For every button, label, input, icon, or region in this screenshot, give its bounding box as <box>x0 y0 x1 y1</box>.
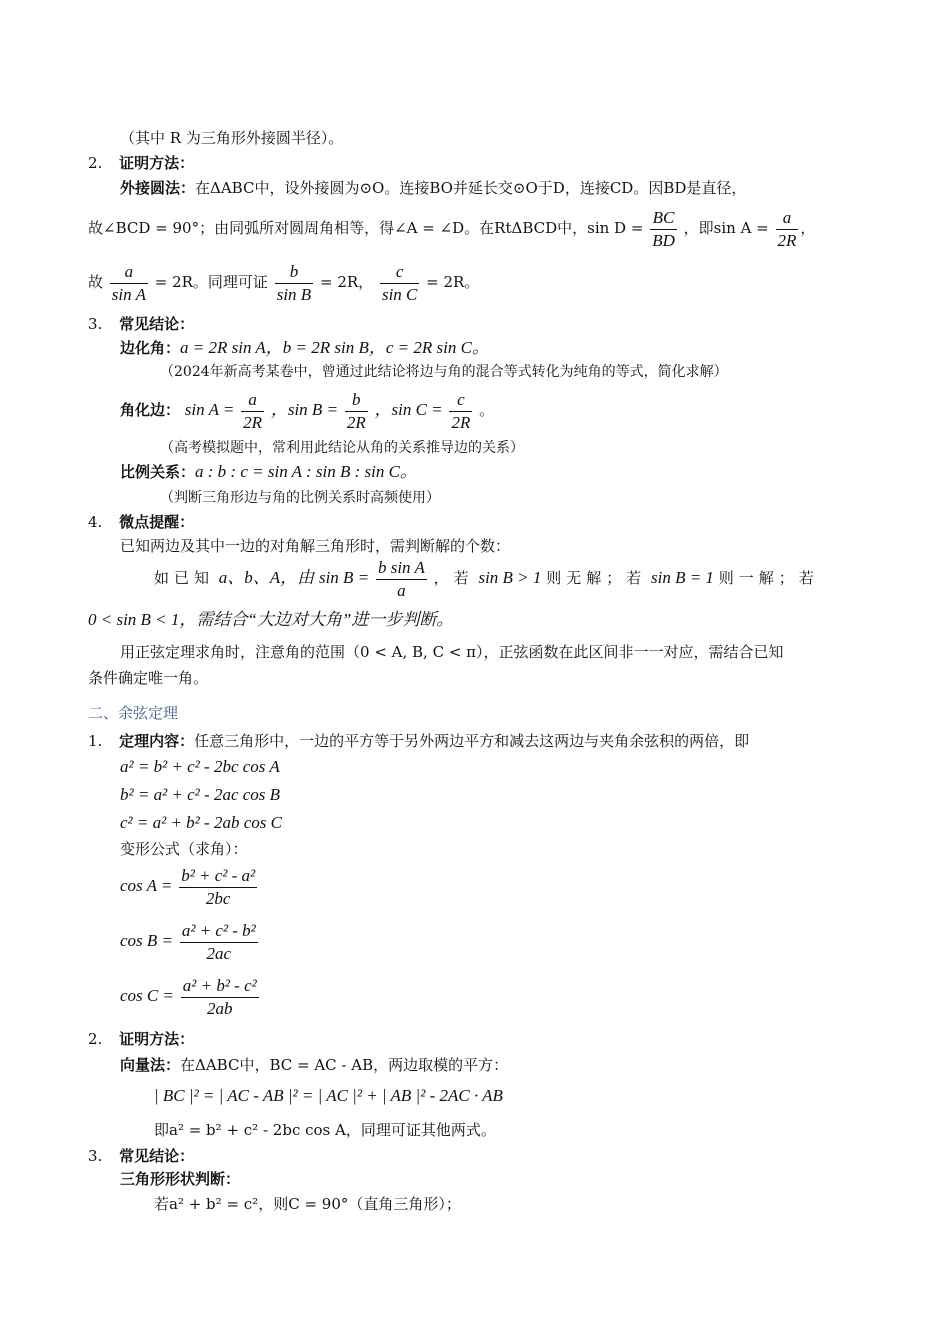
fraction-c-sinc: $\frac{c}{\text{sin C}}$ <box>381 261 418 304</box>
vector-method-line <box>120 1055 508 1075</box>
label: 向量法： <box>120 1056 181 1074</box>
fraction-a-2r: $\frac{a}{2R}$ <box>243 389 263 432</box>
vector-conclusion: 即a² = b² + c² - 2bc cos A，同理可证其他两式。 <box>154 1121 496 1139</box>
section-title-tips: 微点提醒： <box>119 513 195 531</box>
fraction-a-sina: $\frac{a}{\text{sin A}}$ <box>111 261 146 304</box>
section-title-conclusions-cosine: 常见结论： <box>119 1147 195 1165</box>
text: ，即sin A = <box>683 219 769 237</box>
circumcircle-method-line-2: 故∠BCD = 90°；由同弧所对圆周角相等，得∠A = ∠D。在RtΔBCD中，sin D = $\frac{BC}{BD}$ ，即sin A = $\frac{a}{2R}$ ， <box>88 207 816 250</box>
formula: cos A = <box>120 876 173 895</box>
section-heading-cosine-law: 二、余弦定理 <box>88 704 179 722</box>
variant-formula-label: 变形公式（求角）： <box>120 840 248 858</box>
text: a、b、A，由 <box>218 568 315 587</box>
text: = 2R。同理可证 <box>154 273 268 291</box>
fraction-cosA: $\frac{\text{b² + c² - a²}}{2bc}$ <box>181 865 256 908</box>
list-number: 3. <box>88 315 103 333</box>
label: 比例关系： <box>120 463 196 481</box>
formula: sin B > 1 <box>478 568 542 587</box>
tips-line-3: 0 < sin B < 1，需结合“大边对大角”进一步判断。 <box>88 610 454 629</box>
text: 则一解；若 <box>718 569 819 587</box>
formula: ，sin B = <box>270 400 339 419</box>
label: 角化边： <box>120 401 181 419</box>
text: 。 <box>479 401 495 419</box>
formula: sin A = <box>184 400 235 419</box>
text: 在ΔABC中，BC = AC - AB，两边取模的平方： <box>180 1056 509 1074</box>
fraction-a-2r: $\frac{a}{2R}$ <box>777 207 797 250</box>
ratio-line <box>120 462 417 482</box>
note-ratio: （判断三角形边与角的比例关系时高频使用） <box>160 490 440 506</box>
angle-to-side-line <box>120 386 494 434</box>
section-title-conclusions: 常见结论： <box>119 315 195 333</box>
cosA-formula <box>120 862 259 910</box>
tips-line-4: 用正弦定理求角时，注意角的范围（0 < A, B, C < π），正弦函数在此区间非一一对应，需结合已知 <box>120 643 784 661</box>
circumcircle-method-line-1 <box>120 178 746 198</box>
cosB-formula <box>120 917 260 965</box>
text: 如已知 <box>154 569 215 587</box>
formula: ，sin C = <box>374 400 443 419</box>
formula: a = 2R sin A，b = 2R sin B，c = 2R sin C。 <box>180 338 489 357</box>
note-2024: （2024年新高考某卷中，曾通过此结论将边与角的混合等式转化为纯角的等式，简化求解） <box>160 364 728 380</box>
formula: sin B = 1 <box>650 568 714 587</box>
fraction-cosB: $\frac{\text{a² + c² - b²}}{2ac}$ <box>181 920 256 963</box>
formula: cos C = <box>120 986 174 1005</box>
formula: a : b : c = sin A : sin B : sin C。 <box>195 462 417 481</box>
section-title-proof-cosine: 证明方法： <box>119 1030 195 1048</box>
text: 故∠BCD = 90°；由同弧所对圆周角相等，得∠A = ∠D。在RtΔBCD中，sin D = <box>88 219 644 237</box>
list-number: 3. <box>88 1147 103 1165</box>
formula: sin B = <box>318 568 370 587</box>
list-item-4 <box>88 512 194 532</box>
text: = 2R。 <box>426 273 480 291</box>
circumcircle-method-line-3 <box>88 258 479 306</box>
text: 故 <box>88 273 104 291</box>
note-simulation: （高考模拟题中，常利用此结论从角的关系推导边的关系） <box>160 440 524 456</box>
fraction-bsina-a: $\frac{\text{b sin A}}{a}$ <box>377 557 425 600</box>
tips-line-2 <box>154 554 819 602</box>
text: ，若 <box>433 569 474 587</box>
list-number: 2. <box>88 1030 103 1048</box>
text: = 2R， <box>319 273 374 291</box>
method-label: 外接圆法： <box>120 179 196 197</box>
tips-line-5: 条件确定唯一角。 <box>88 669 209 687</box>
section-title-proof: 证明方法： <box>119 154 195 172</box>
fraction-cosC: $\frac{\text{a² + b² - c²}}{2ab}$ <box>182 975 257 1018</box>
fraction-b-sinb: $\frac{b}{\text{sin B}}$ <box>276 261 312 304</box>
cosC-formula <box>120 972 261 1020</box>
text: 则无解；若 <box>546 569 647 587</box>
text: 在ΔABC中，设外接圆为⊙O。连接BO并延长交⊙O于D，连接CD。因BD是直径， <box>195 179 747 197</box>
right-triangle-condition: 若a² + b² = c²，则C = 90°（直角三角形）； <box>154 1195 461 1213</box>
circumradius-note: （其中 R 为三角形外接圆半径）。 <box>120 129 344 147</box>
list-number: 2. <box>88 154 103 172</box>
fraction-c-2r: $\frac{c}{2R}$ <box>451 389 471 432</box>
list-number: 4. <box>88 513 103 531</box>
list-item-3-cosine <box>88 1146 194 1166</box>
text: 任意三角形中，一边的平方等于另外两边平方和减去这两边与夹角余弦积的两倍，即 <box>194 732 750 750</box>
list-item-2-cosine <box>88 1029 194 1049</box>
side-to-angle-line <box>120 338 489 358</box>
list-item-3 <box>88 314 194 334</box>
vector-equation: | BC |² = | AC - AB |² = | AC |² + | AB |² - 2AC · AB <box>154 1086 503 1105</box>
equation-c: c² = a² + b² - 2ab cos C <box>120 813 282 832</box>
tips-line-1: 已知两边及其中一边的对角解三角形时，需判断解的个数： <box>120 537 511 555</box>
list-number: 1. <box>88 732 103 750</box>
formula: cos B = <box>120 931 174 950</box>
equation-b: b² = a² + c² - 2ac cos B <box>120 785 281 804</box>
triangle-shape-label: 三角形形状判断： <box>120 1170 241 1188</box>
label: 边化角： <box>120 339 181 357</box>
fraction-bc-bd: $\frac{BC}{BD}$ <box>652 207 675 250</box>
section-title-theorem: 定理内容： <box>119 732 195 750</box>
list-item-2 <box>88 153 194 173</box>
list-item-1 <box>88 731 749 751</box>
equation-a: a² = b² + c² - 2bc cos A <box>120 757 280 776</box>
fraction-b-2r: $\frac{b}{2R}$ <box>346 389 366 432</box>
